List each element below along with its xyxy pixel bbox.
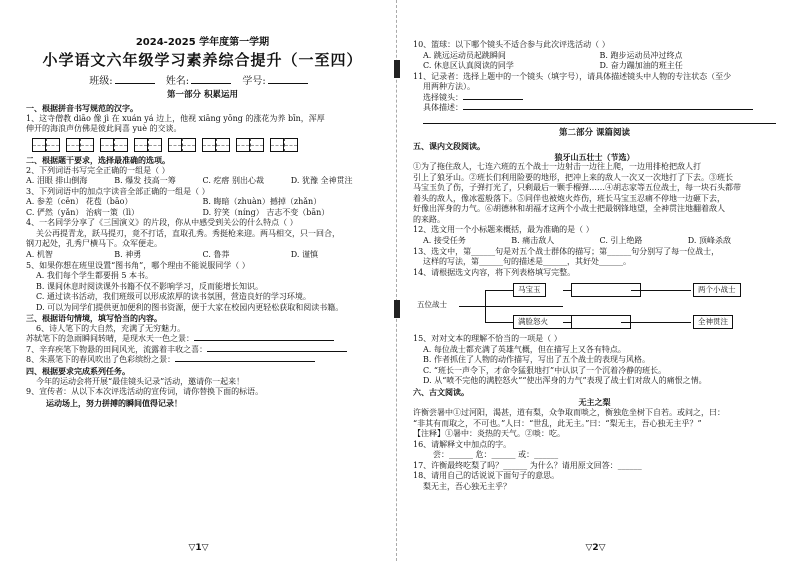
classical-text-title: 无主之梨	[578, 397, 611, 408]
section-6: 六、古文阅读。	[413, 386, 469, 397]
answer-box[interactable]	[236, 138, 264, 152]
connector	[631, 290, 691, 291]
connector	[459, 306, 563, 307]
question-4: 4、一名同学分享了《三国演义》的片段，你从中感受到关公的什么特点（ ）	[26, 218, 298, 228]
question-9: 9、宣传者：从以下本次评选活动的宣传词，请你替换下面的标语。	[26, 387, 264, 397]
question-16: 16、请解释文中加点的字。	[413, 439, 512, 449]
passage-line: 好像出浑身的力气。⑥胡德林和胡福才这两个小战士把最钢锋地望，全神贯注地翻着敌人	[413, 204, 725, 214]
answer-box[interactable]	[134, 138, 162, 152]
option[interactable]: C. 俨然（yǎn） 治病一策（lì）	[26, 207, 140, 217]
answer-box[interactable]	[66, 138, 94, 152]
option[interactable]: A. 泪眼 排山倒海	[26, 176, 88, 186]
answer-line[interactable]	[207, 351, 347, 352]
question-6	[26, 334, 379, 345]
option[interactable]: B. 作者抓住了人物的动作描写，写出了五个战士的表现与风格。	[423, 355, 650, 365]
annotation: 【注释】①暑中：炎热的天气。②啖：吃。	[413, 429, 565, 439]
node-five-warriors: 五位战士	[413, 299, 451, 311]
class-label: 班级:	[89, 75, 113, 87]
question-6-intro: 6、诗人笔下的大自然，充满了无穷魅力。	[36, 323, 186, 333]
option[interactable]: C. 通过读书活动，我们班级可以形成浓厚的读书氛围，营造良好的学习环境。	[36, 292, 311, 302]
mind-map	[413, 280, 776, 332]
option[interactable]: B. 痛击敌人	[511, 235, 555, 245]
passage-line: 马宝玉负了伤，子弹打光了，只剩最后一颗手榴弹……④胡志家等五位战士，每一块石头都带	[413, 183, 741, 193]
question-14: 14、请根据选文内容，将下列表格填写完整。	[413, 267, 576, 277]
question-11-choice	[413, 93, 776, 104]
question-7-text: 7、辛弃疾笔下物悬的田间风光，流露着丰收之喜：	[26, 344, 208, 354]
page-title: 小学语文六年级学习素养综合提升（一至四）	[42, 51, 363, 70]
option[interactable]: D. 狞笑（níng） 吉志不变（bān）	[202, 207, 330, 217]
answer-box[interactable]	[270, 138, 298, 152]
question-10-options-row-1	[413, 51, 776, 62]
choice-label: 选择镜头：	[423, 92, 463, 102]
section-4: 四、根据要求完成系列任务。	[26, 365, 130, 376]
question-17: 17、许衡最终吃梨了吗？______ 为什么？请用原文回答：______	[413, 460, 642, 470]
option[interactable]: B. 课间休息时阅读课外书籍不仅不影响学习，反而能增长知识。	[36, 281, 263, 291]
question-8-text: 8、朱熹笔下的春风吹出了色彩缤纷之景：	[26, 355, 176, 365]
option[interactable]: B. 跑步运动员冲过终点	[599, 50, 683, 60]
question-4-options	[26, 250, 379, 261]
question-12-options	[413, 236, 776, 247]
question-8	[26, 355, 379, 366]
option[interactable]: D. 谨慎	[290, 249, 318, 259]
classical-text-line: “非其有而取之，不可也。”人曰：“世乱，此无主。”曰：“梨无主，吾心独无主乎？”	[413, 418, 702, 428]
question-13-line-2: 这样的写法，第______句的描述是______，其好处______。	[423, 257, 631, 267]
part-one-heading: 第一部分 积累运用	[167, 90, 238, 101]
option[interactable]: D. 顶峰杀敌	[687, 235, 731, 245]
question-1-line-1: 1、这寺僧教 diāo 像 jì 在 xuán yá 边上，他视 xiāng yōng 的涨花为养 bīn，浑厚	[26, 113, 325, 123]
option[interactable]: C. “班长一声令下，才命令猛狠地打”中认识了一个沉着冷静的班长。	[423, 365, 667, 375]
option[interactable]: D. 从“喷不完他的满腔怒火”“使出浑身的力气”表现了战士们对敌人的痛恨之情。	[423, 376, 707, 386]
answer-line[interactable]	[463, 99, 523, 100]
connector	[621, 322, 691, 323]
question-7	[26, 345, 379, 356]
passage-line: 着头的敌人，像冰雹般落下。⑤同伴也被炮火炸伤，班长马宝玉忍痛不停地一边砸下去，	[413, 193, 725, 203]
question-4-passage-line-2: 钢刀起处，孔秀尸横马下。众军便走。	[26, 239, 162, 249]
passage-line: 的来路。	[413, 214, 445, 224]
connector	[485, 322, 515, 323]
section-3: 三、根据语句情境，填写恰当的内容。	[26, 313, 162, 324]
node-focused: 全神贯注	[693, 315, 733, 329]
option[interactable]: C. 疙瘩 别出心裁	[202, 176, 264, 186]
question-18-sentence: 梨无主，吾心独无主乎？	[423, 481, 511, 491]
question-18: 18、请用自己的话说说下面句子的意思。	[413, 471, 560, 481]
part-two-heading: 第二部分 课篇阅读	[559, 127, 630, 138]
story-title: 狼牙山五壮士（节选）	[554, 151, 635, 162]
question-6-text: 苏轼笔下的急雨瞬间转晴，是现水天一色之景：	[26, 334, 194, 344]
question-2-options	[26, 176, 379, 187]
question-4-passage-line-1: 关公再提青龙，跃马提刃，竟不打话，直取孔秀。秀挺枪来迎。两马相交，只一回合，	[36, 228, 340, 238]
option[interactable]: D. 犹豫 全神贯注	[290, 176, 353, 186]
option[interactable]: A. 机智	[26, 249, 53, 259]
description-label: 具体描述：	[423, 103, 463, 113]
question-11-description	[413, 103, 776, 114]
question-11-line-1: 11、记录者：选择上题中的一个镜头（填字号），请具体描述镜头中人物的专注状态（至少	[413, 71, 732, 81]
question-13-line-1: 13、选文中，第______句是对五个战士群体的描写；第______句分别写了每一位战士，	[413, 246, 720, 256]
question-9-intro: 今年的运动会将开展“最佳镜头记录”活动，邀请你一起来！	[36, 376, 245, 386]
name-label: 姓名:	[165, 75, 190, 87]
node-angry: 满脸怒火	[513, 315, 573, 329]
question-2: 2、下列词语书写完全正确的一组是（ ）	[26, 165, 170, 175]
id-field[interactable]	[268, 83, 308, 84]
answer-box[interactable]	[32, 138, 60, 152]
answer-line[interactable]	[194, 340, 334, 341]
connector	[485, 290, 486, 322]
connector	[563, 290, 571, 291]
section-2: 二、根据题干要求，选择最准确的选项。	[26, 155, 170, 166]
question-10: 10、篮球：以下哪个镜头不适合参与此次评选活动（ ）	[413, 40, 610, 49]
answer-line[interactable]	[423, 114, 776, 124]
node-ma-baoyu: 马宝玉	[513, 283, 546, 297]
page-right	[397, 0, 794, 561]
id-label: 学号:	[242, 75, 266, 87]
question-16-blanks[interactable]: 尝：______ 危：______ 或：______	[433, 450, 559, 460]
question-10-options-row-2	[413, 61, 776, 72]
option[interactable]: A. 参差（cēn） 花苞（bāo）	[26, 197, 133, 207]
page-number: ▽2▽	[585, 543, 606, 554]
question-3-options-row-1	[26, 197, 379, 208]
question-11-line-2: 用两种方法）。	[423, 82, 475, 92]
passage-line: 引上了狼牙山。②班长们利用险要的地形，把冲上来的敌人一次又一次地打了下去。③班长	[413, 172, 733, 182]
option[interactable]: D. 奋力蹦加油的班主任	[599, 61, 683, 71]
class-field[interactable]	[115, 83, 155, 84]
answer-box[interactable]	[100, 138, 128, 152]
question-12: 12、选文用一个小标题来概括，最为准确的是（ ）	[413, 225, 594, 235]
option[interactable]: B. 晦暗（zhuàn）撼掉（zhǎn）	[202, 197, 322, 207]
option[interactable]: C. 鲁莽	[202, 249, 230, 259]
school-year: 2024-2025 学年度第一学期	[135, 37, 270, 48]
name-field[interactable]	[191, 83, 231, 84]
answer-box[interactable]	[202, 138, 230, 152]
connector	[563, 322, 571, 323]
classical-text-line: 许衡尝暑中①过河阳，渴甚，道有梨，众争取而啖之，衡独危坐树下自若。或问之，曰：	[413, 407, 725, 417]
option[interactable]: C. 休息区认真阅读的同学	[423, 61, 514, 71]
answer-box[interactable]	[168, 138, 196, 152]
answer-line[interactable]	[175, 361, 315, 362]
question-1-line-2: 伸开的海浪声仿佛是彼此间喜 yuè 的交谈。	[26, 124, 182, 134]
student-info	[26, 75, 379, 88]
option[interactable]: A. 每位战士都充满了英雄气概，但在描写上又各有特点。	[423, 344, 626, 354]
answer-line[interactable]	[463, 109, 753, 110]
connector	[485, 290, 515, 291]
tianzi-grid-row	[32, 138, 379, 152]
option[interactable]: A. 我们每个学生都要捐 5 本书。	[36, 271, 154, 281]
option[interactable]: C. 引上绝路	[599, 235, 643, 245]
option[interactable]: D. 可以为同学们提供更加便利的图书资源，便于大家在校园内更轻松获取和阅读书籍。	[36, 302, 344, 312]
question-15: 15、对对文本的理解不恰当的一项是（ ）	[413, 334, 562, 344]
section-5: 五、课内文段阅读。	[413, 141, 485, 152]
option[interactable]: A. 跳远运动员起跳瞬间	[423, 50, 506, 60]
option[interactable]: B. 神勇	[114, 249, 142, 259]
option[interactable]: A. 接受任务	[423, 235, 466, 245]
section-1: 一、根据拼音书写规范的汉字。	[26, 103, 138, 114]
option[interactable]: B. 爆发 技高一筹	[114, 176, 176, 186]
question-3-options-row-2	[26, 208, 379, 219]
slogan-text: 运动场上，努力拼搏的瞬间值得记录！	[46, 397, 182, 408]
passage-line: ①为了拖住敌人，七连六班的五个战士一边射击一边往上爬，一边用排枪把敌人打	[413, 162, 701, 172]
page-number: ▽1▽	[188, 543, 209, 554]
question-5: 5、如果你想在班里设置“图书角”，哪个理由不能说服同学（ ）	[26, 260, 250, 270]
question-3: 3、下列词语中的加点字读音全部正确的一组是（ ）	[26, 186, 210, 196]
node-two-young-warriors: 两个小战士	[693, 283, 741, 297]
